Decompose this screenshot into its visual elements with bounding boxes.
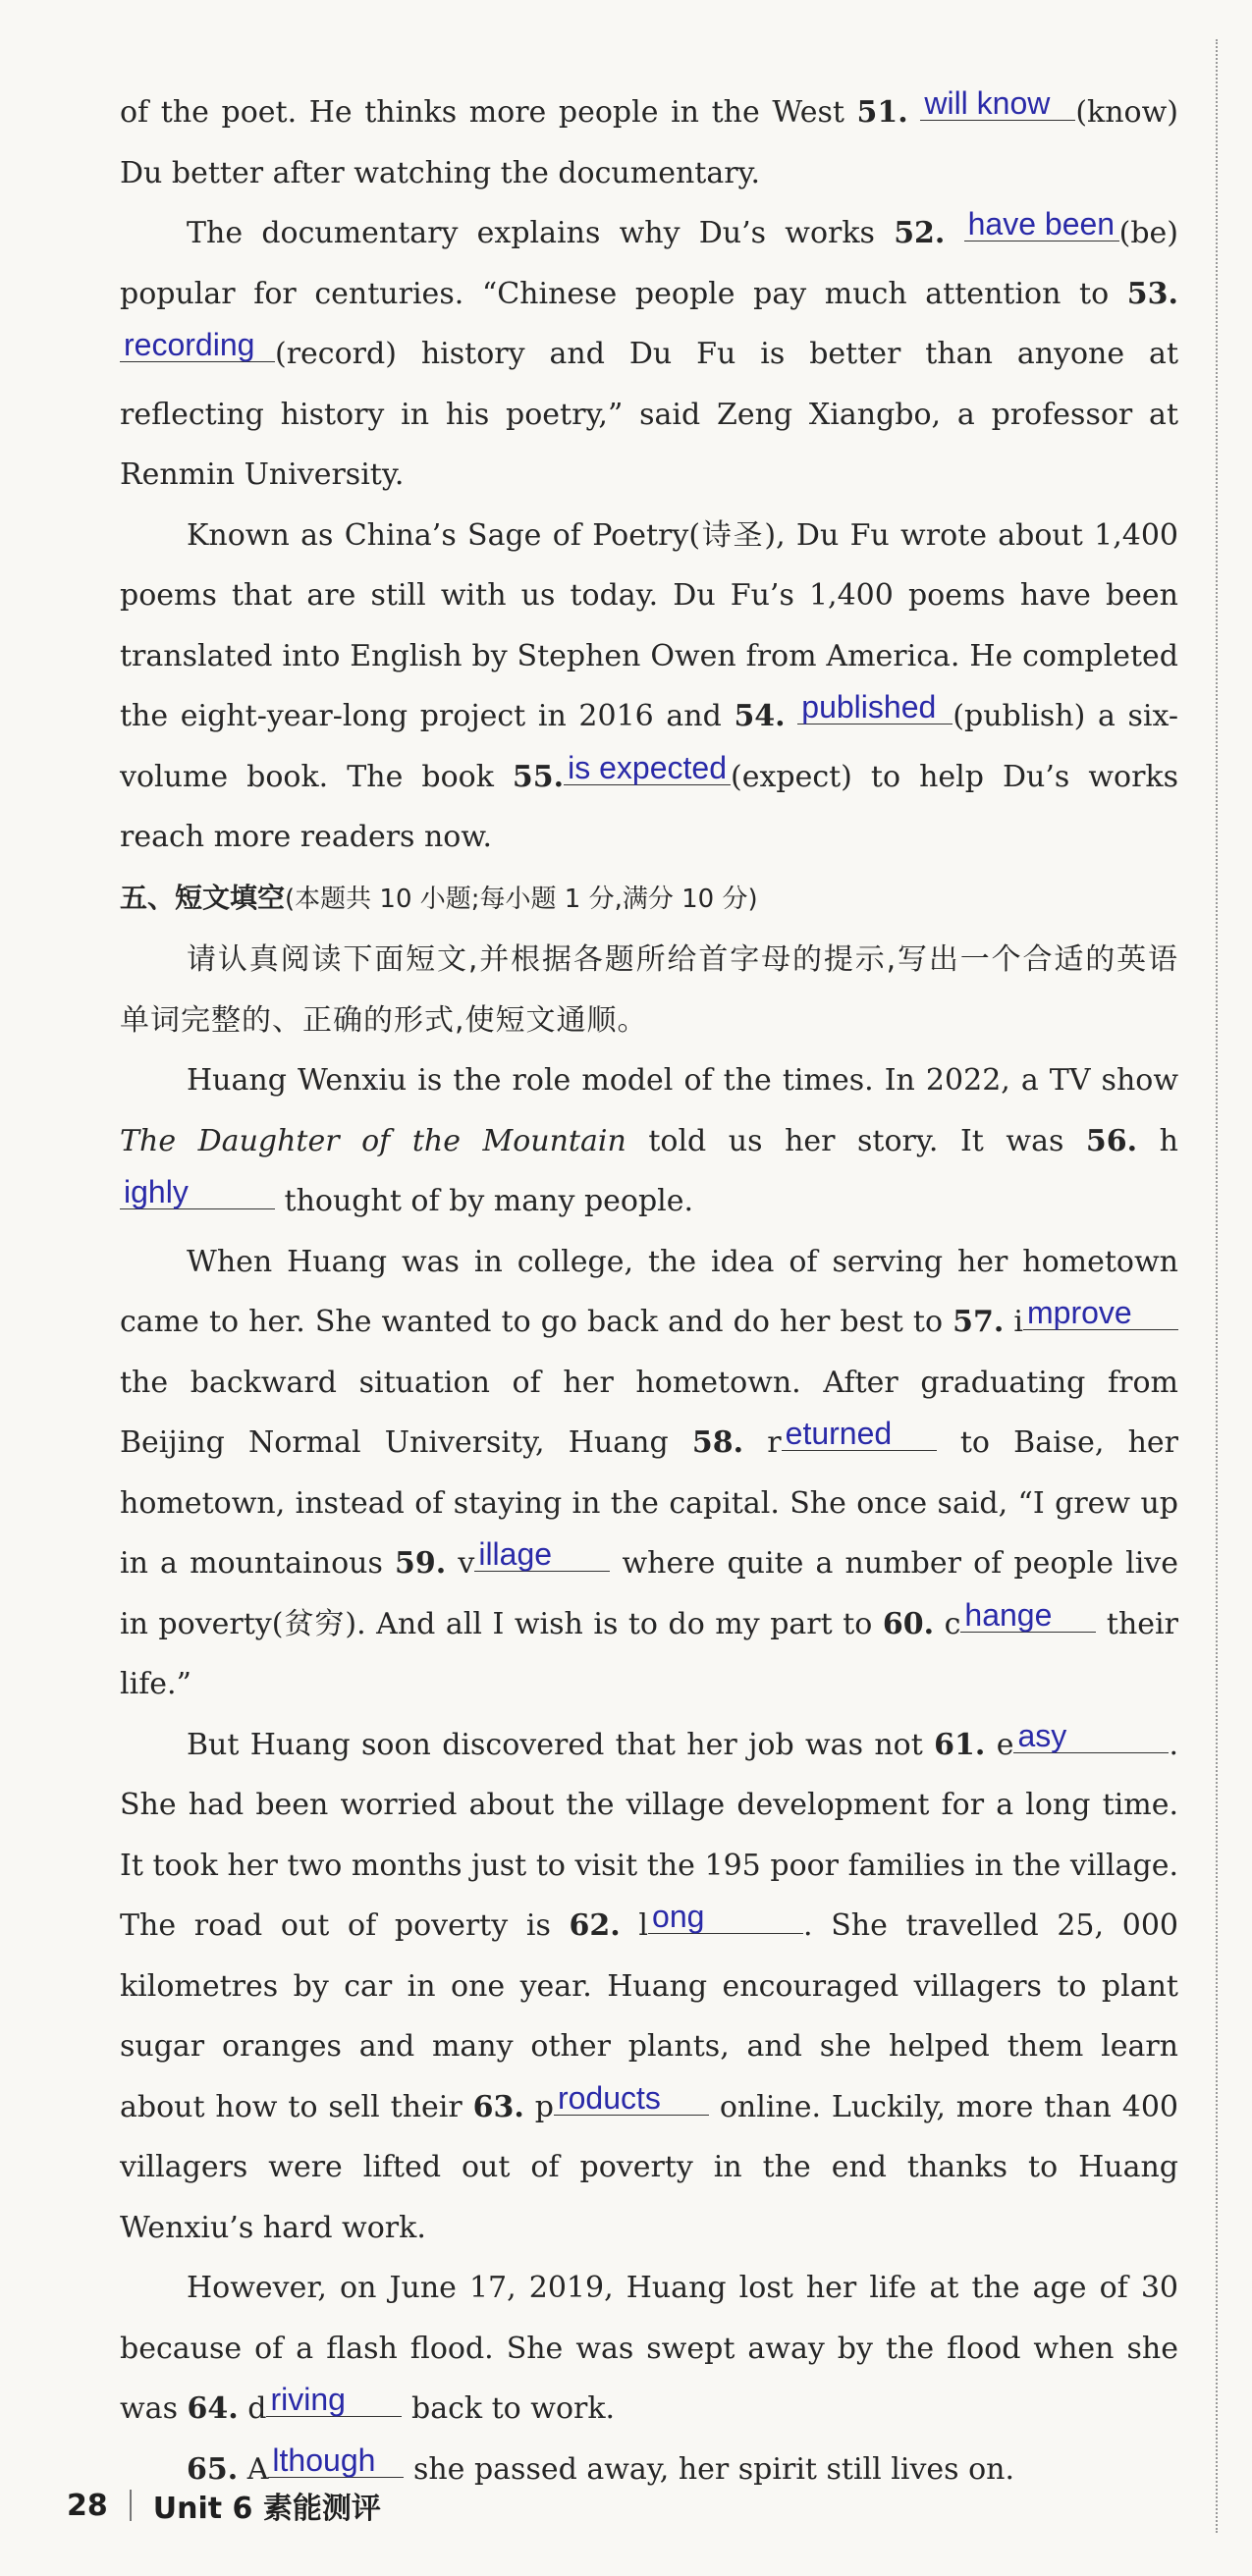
show-title: The Daughter of the Mountain	[120, 1123, 626, 1158]
section-heading: 五、短文填空(本题共 10 小题;每小题 1 分,满分 10 分)	[120, 881, 758, 914]
page-footer	[67, 2486, 381, 2525]
paragraph-3: Known as China’s Sage of Poetry(诗圣), Du Fu wrote about 1,400 poems that are still with us today. Du Fu’s 1,400 poems have been translated into English by Stephen Owen from America. He completed the eight-year-long project in 2016 and 54. published (publish) a six-volume book. The book 55. is expected (expect) to help Du’s works reach more readers now.	[120, 517, 1178, 854]
answer-59[interactable]: illage	[474, 1537, 610, 1572]
unit-label: Unit 6 素能测评	[152, 2492, 381, 2526]
answer-58[interactable]: eturned	[782, 1417, 937, 1451]
paragraph-1: of the poet. He thinks more people in the West 51. will know (know) Du better after watching the documentary.	[120, 85, 1178, 190]
answer-63[interactable]: roducts	[554, 2081, 709, 2116]
answer-56[interactable]: ighly	[120, 1175, 275, 1209]
answer-65[interactable]: lthough	[268, 2443, 404, 2478]
answer-55[interactable]: is expected	[564, 751, 731, 785]
paragraph-4: Huang Wenxiu is the role model of the times. In 2022, a TV show The Daughter of the Mountain told us her story. It was 56. highly thought of by many people.	[120, 1063, 1178, 1218]
section-instruction: 请认真阅读下面短文,并根据各题所给首字母的提示,写出一个合适的英语单词完整的、正确的形式,使短文通顺。	[120, 942, 1178, 1038]
article	[120, 82, 1178, 2499]
paragraph-5: When Huang was in college, the idea of serving her hometown came to her. She wanted to go back and do her best to 57. i mprove the backward situation of her hometown. After graduating from Beijing Normal University, Huang 58. r eturned to Baise, her hometown, instead of staying in the capital. She once said, “I grew up in a mountainous 59. v illage where quite a number of people live in poverty(贫穷). And all I wish is to do my part to 60. c hange their life.”	[120, 1244, 1178, 1701]
paragraph-6: But Huang soon discovered that her job was not 61. e asy . She had been worried about the village development for a long time. It took her two months just to visit the 195 poor families in the village. The road out of poverty is 62. l ong . She travelled 25, 000 kilometres by car in one year. Huang encouraged villagers to plant sugar oranges and many other plants, and she helped them learn about how to sell their 63. p roducts online. Luckily, more than 400 villagers were lifted out of poverty in the end thanks to Huang Wenxiu’s hard work.	[120, 1717, 1178, 2245]
binding-dotted-line	[1216, 39, 1218, 2533]
paragraph-7: However, on June 17, 2019, Huang lost her life at the age of 30 because of a flash flood. She was swept away by the flood when she was 64. d riving back to work.	[120, 2271, 1178, 2426]
answer-61[interactable]: asy	[1013, 1719, 1169, 1753]
answer-60[interactable]: hange	[960, 1598, 1096, 1633]
paragraph-2: The documentary explains why Du’s works 52. have been (be) popular for centuries. “Chinese people pay much attention to 53. recording (record) history and Du Fu is better than anyone at reflecting history in his poetry,” said Zeng Xiangbo, a professor at Renmin University.	[120, 206, 1178, 492]
question-number-51: 51.	[856, 95, 908, 130]
paragraph-8: 65. A lthough she passed away, her spirit still lives on.	[187, 2442, 1015, 2487]
answer-52[interactable]: have been	[964, 207, 1119, 242]
answer-64[interactable]: riving	[266, 2383, 402, 2417]
page-number: 28	[67, 2488, 108, 2523]
answer-53[interactable]: recording	[120, 328, 275, 362]
footer-divider	[130, 2490, 132, 2521]
answer-51[interactable]: will know	[920, 86, 1075, 121]
answer-62[interactable]: ong	[648, 1900, 803, 1934]
answer-54[interactable]: published	[797, 690, 953, 724]
answer-57[interactable]: mprove	[1023, 1296, 1178, 1330]
